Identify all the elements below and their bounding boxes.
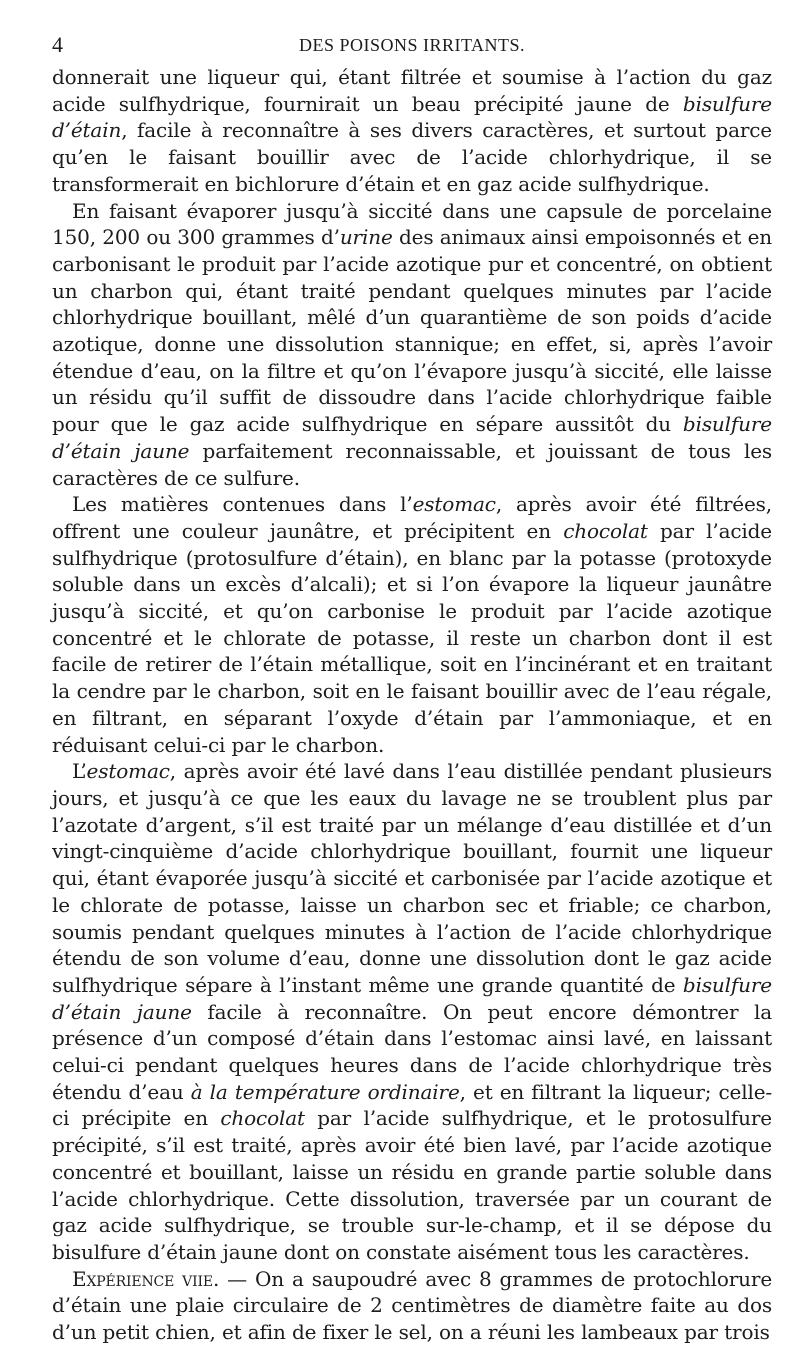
emphasis-text: estomac xyxy=(412,492,496,517)
emphasis-text: à la température ordinaire xyxy=(190,1079,460,1104)
paragraph-1 xyxy=(52,64,772,198)
paragraph-text: parfaitement reconnaissable, et jouissant de tous les caractères de ce sulfure. xyxy=(52,438,772,490)
paragraph-5 xyxy=(52,1266,772,1346)
paragraph-text: facile à reconnaître. On peut encore démontrer la présence d’un composé d’étain dans l’estomac ainsi lavé, en laissant celui-ci pendant quelques heures dans de l’acide chlorhydrique très étendu d’eau xyxy=(52,999,772,1104)
paragraph-text: , et en filtrant la liqueur; celle-ci précipite en xyxy=(52,1079,773,1131)
paragraph-text: donnerait une liqueur qui, étant filtrée et soumise à l’action du gaz acide sulfhydrique, fournirait un beau précipité jaune de xyxy=(52,65,772,116)
paragraph-2 xyxy=(52,198,772,492)
running-head: DES POISONS IRRITANTS. xyxy=(298,35,526,55)
paragraph-4 xyxy=(52,758,772,1265)
emphasis-text: chocolat xyxy=(220,1106,305,1131)
paragraph-text: , après avoir été lavé dans l’eau distillée pendant plusieurs jours, et jusqu’à ce que les eaux du lavage ne se troublent plus par l’azotate d’argent, s’il est traité par un mélange d’eau distillée et d’un vingt-cinquième d’acide chlorhydrique bouillant, fournit une liqueur qui, étant évaporée jusqu’à siccité et carbonisée par l’acide azotique et le chlorate de potasse, laisse un charbon sec et friable; ce charbon, soumis pendant quelques minutes à l’action de l’acide chlorhydrique étendu de son volume d’eau, donne une dissolution dont le gaz acide sulfhydrique sépare à l’instant même une grande quantité de xyxy=(52,759,772,997)
paragraph-text: En faisant évaporer jusqu’à siccité dans une capsule de porcelaine 150, 200 ou 300 grammes d’ xyxy=(52,198,772,250)
paragraph-text: des animaux ainsi empoisonnés et en carbonisant le produit par l’acide azotique pur et concentré, on obtient un charbon qui, étant traité pendant quelques minutes par l’acide chlorhydrique bouillant, mêlé d’un quarantième de son poids d’acide azotique, donne une dissolution stannique; en effet, si, après l’avoir étendue d’eau, on la filtre et qu’on l’évapore jusqu’à siccité, elle laisse un résidu qu’il suffit de dissoudre dans l’acide chlorhydrique faible pour que le gaz acide sulfhydrique en sépare aussitôt du xyxy=(52,225,772,437)
paragraph-text: Les matières contenues dans l’ xyxy=(72,492,413,517)
emphasis-text: estomac xyxy=(86,759,170,784)
emphasis-text: bisulfure d’étain jaune xyxy=(52,972,772,1024)
paragraph-text: par l’acide sulfhydrique, et le protosulfure précipité, s’il est traité, après avoir été bien lavé, par l’acide azotique concentré et bouillant, laisse un résidu en grande partie soluble dans l’acide chlorhydrique. Cette dissolution, traversée par un courant de gaz acide sulfhydrique, se trouble sur-le-champ, et il se dépose du bisulfure d’étain jaune dont on constate aisément tous les caractères. xyxy=(52,1106,772,1264)
emphasis-text: chocolat xyxy=(563,518,648,543)
emphasis-text: bisulfure d’étain jaune xyxy=(52,412,772,463)
page-header xyxy=(52,30,772,64)
emphasis-text: urine xyxy=(339,225,393,250)
paragraph-3 xyxy=(52,491,772,758)
paragraph-text: , facile à reconnaître à ses divers caractères, et surtout parce qu’en le faisant bouillir avec de l’acide chlorhydrique, il se transformerait en bichlorure d’étain et en gaz acide sulfhydrique. xyxy=(52,118,772,196)
paragraph-text: par l’acide sulfhydrique (protosulfure d’étain), en blanc par la potasse (protoxyde soluble dans un excès d’alcali); et si l’on évapore la liqueur jaunâtre jusqu’à siccité, et qu’on carbonise le produit par l’acide azotique concentré et le chlorate de potasse, il reste un charbon dont il est facile de retirer de l’étain métallique, soit en l’incinérant et en traitant la cendre par le charbon, soit en le faisant bouillir avec de l’eau régale, en filtrant, en séparant l’oxyde d’étain par l’ammoniaque, et en réduisant celui-ci par le charbon. xyxy=(52,518,772,757)
page-number: 4 xyxy=(52,32,63,57)
paragraph-text: , après avoir été filtrées, offrent une couleur jaunâtre, et précipitent en xyxy=(52,492,772,543)
paragraph-text: — On a saupoudré avec 8 grammes de protochlorure d’étain une plaie circulaire de 2 centimètres de diamètre faite au dos d’un petit chien, et afin de fixer le sel, on a réuni les lambeaux par trois xyxy=(52,1266,773,1345)
paragraph-text: L’ xyxy=(72,759,87,784)
experiment-label: Expérience viie. xyxy=(72,1266,220,1291)
book-page xyxy=(52,30,772,1346)
emphasis-text: bisulfure d’étain xyxy=(52,91,772,143)
